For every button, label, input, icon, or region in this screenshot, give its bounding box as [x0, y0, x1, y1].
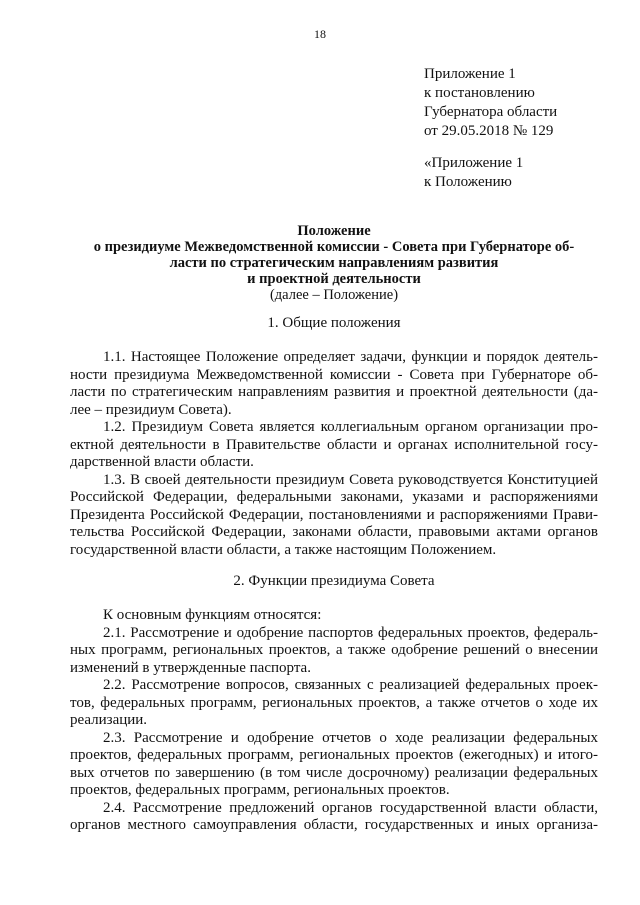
title-subtitle: (далее – Положение)	[269, 287, 399, 303]
paragraph-line: проектов, федеральных программ, региональных проектов (ежегодных) и итого-	[70, 747, 598, 763]
title-line: Положение	[297, 223, 371, 239]
paragraph-line: 1.3. В своей деятельности президиум Совета руководствуется Конституцией	[103, 471, 598, 488]
section-1-body	[70, 349, 598, 559]
paragraph-line: тельства Российской Федерации, законами области, правовыми актами органов	[70, 524, 598, 540]
paragraph-line: 2.2. Рассмотрение вопросов, связанных с реализацией федеральных проек-	[103, 677, 598, 693]
paragraph-line: К основным функциям относятся:	[103, 607, 322, 623]
appendix-line: Приложение 1	[424, 66, 516, 82]
paragraph-line: Российской Федерации, федеральными законами, указами и распоряжениями	[70, 489, 598, 505]
paragraph-line: органов местного самоуправления области, государственных и иных организа-	[70, 817, 598, 833]
section-2-body	[70, 607, 598, 835]
appendix-reference	[424, 65, 557, 141]
paragraph-line: 2.3. Рассмотрение и одобрение отчетов о ходе реализации федеральных	[103, 729, 598, 746]
paragraph-line: изменений в утвержденные паспорта.	[70, 659, 311, 676]
document-title	[70, 223, 598, 303]
appendix-line: от 29.05.2018 № 129	[424, 123, 554, 139]
paragraph-line: лее – президиум Совета).	[70, 401, 232, 418]
appendix-line: к постановлению	[424, 85, 535, 101]
paragraph-line: 1.1. Настоящее Положение определяет задачи, функции и порядок деятель-	[103, 349, 598, 365]
paragraph-line: ности президиума Межведомственной комиссии - Совета при Губернаторе об-	[70, 366, 598, 383]
paragraph-line: 1.2. Президиум Совета является коллегиальным органом организации про-	[103, 419, 598, 435]
paragraph-line: ектной деятельности в Правительстве области и органах исполнительной госу-	[70, 436, 598, 453]
paragraph-line: дарственной власти области.	[70, 454, 254, 470]
paragraph-line: реализации.	[70, 712, 148, 728]
paragraph-line: ных программ, региональных проектов, а также одобрение решений о внесении	[70, 642, 598, 658]
paragraph-line: 2.1. Рассмотрение и одобрение паспортов федеральных проектов, федераль-	[103, 624, 598, 641]
appendix-line: Губернатора области	[424, 104, 558, 120]
title-line: о президиуме Межведомственной комиссии - Совета при Губернаторе об-	[93, 239, 575, 255]
paragraph-line: ласти по стратегическим направлениям развития и проектной деятельности (да-	[70, 384, 598, 400]
title-line: и проектной деятельности	[247, 271, 421, 287]
paragraph-line: 2.4. Рассмотрение предложений органов государственной власти области,	[103, 799, 598, 816]
paragraph-line: Президента Российской Федерации, постановлениями и распоряжениями Прави-	[70, 506, 598, 523]
paragraph-line: вых отчетов по завершению (в том числе досрочному) реализации федеральных	[70, 764, 598, 781]
page-number: 18	[314, 27, 326, 41]
paragraph-line: проектов, федеральных программ, региональных проектов.	[70, 782, 450, 798]
paragraph-line: государственной власти области, а также настоящим Положением.	[70, 541, 497, 558]
title-line: ласти по стратегическим направлениям развития	[169, 255, 499, 271]
paragraph-line: тов, федеральных программ, региональных проектов, а также отчетов о ходе их	[70, 694, 598, 711]
appendix-line: к Положению	[424, 174, 512, 190]
section-2-heading: 2. Функции президиума Совета	[233, 573, 435, 589]
appendix-line: «Приложение 1	[424, 155, 524, 171]
appendix-to-regulation	[424, 154, 523, 192]
section-1-heading: 1. Общие положения	[267, 315, 401, 331]
